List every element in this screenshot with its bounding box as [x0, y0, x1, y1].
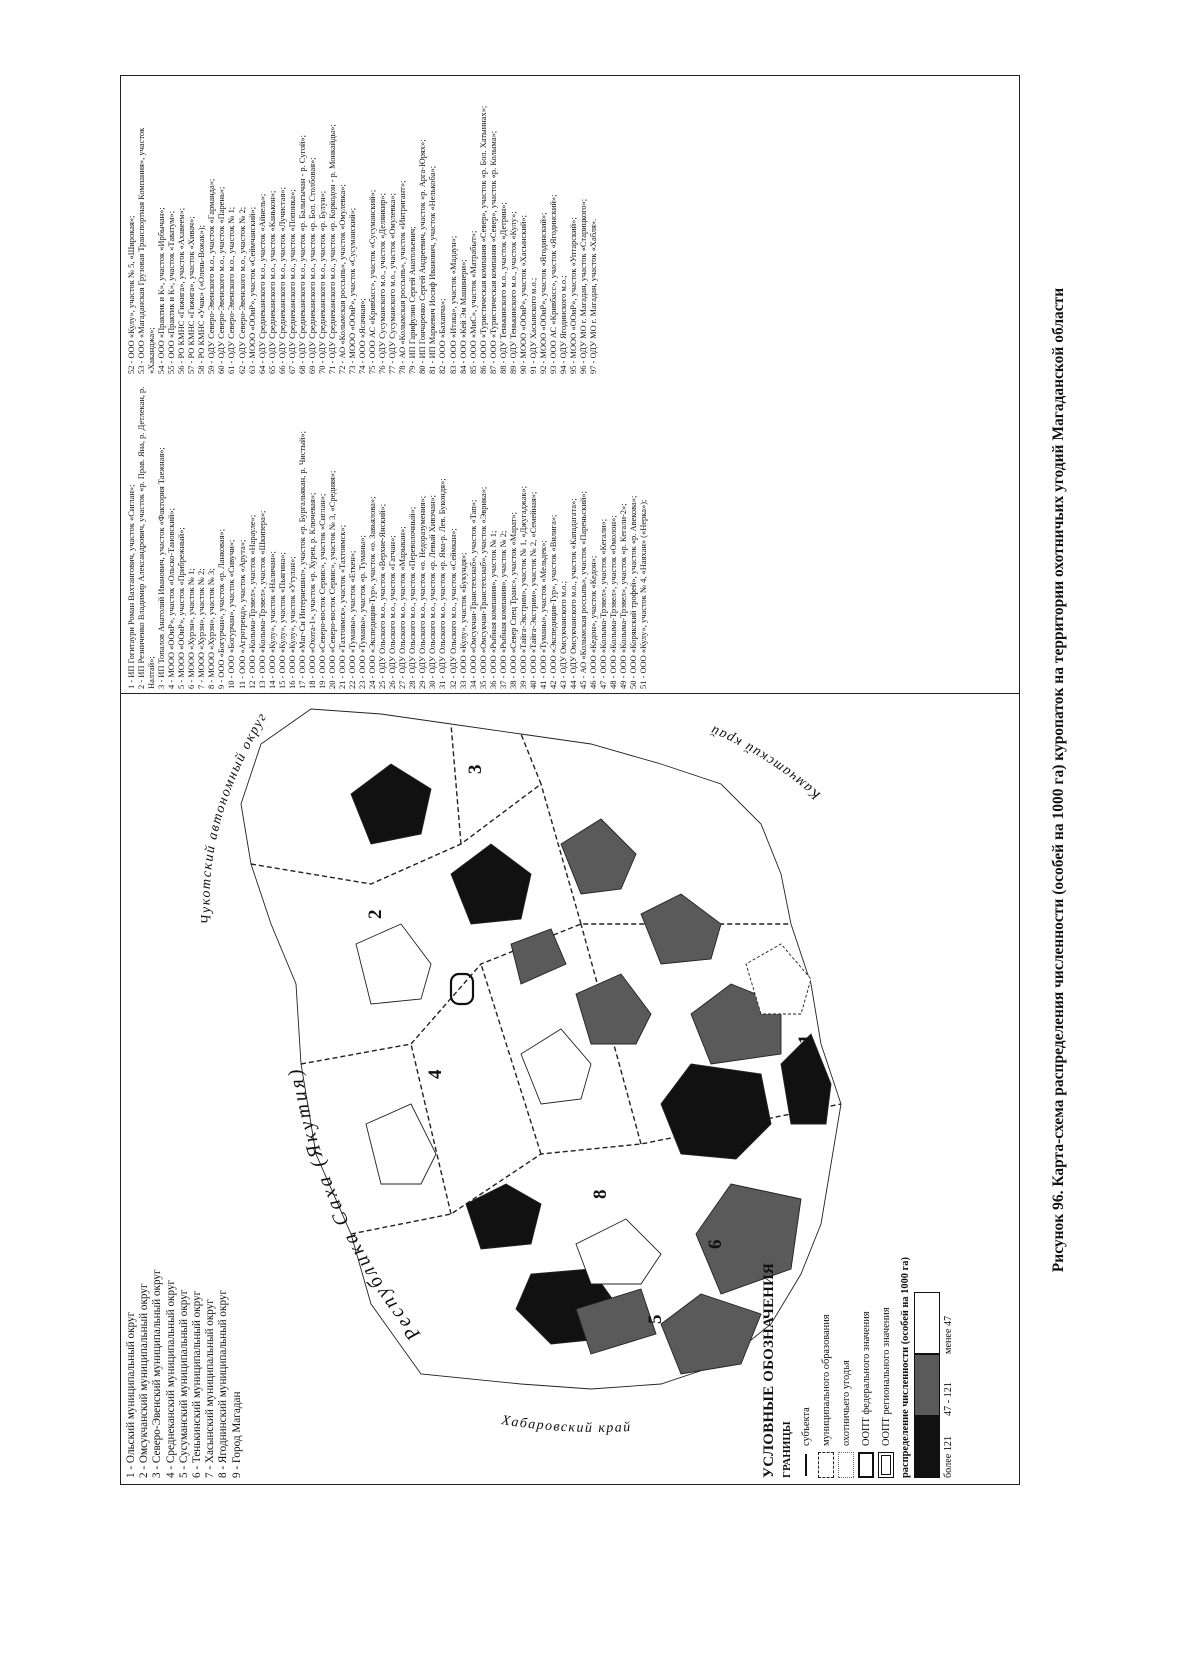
- legend-boundary-label: муниципального образования: [820, 1314, 832, 1446]
- legend-symbol-municipal: [818, 1452, 834, 1478]
- hunting-ground-item: 4 - МООО «ООиР», участок «Ольско-Тановский»;: [166, 508, 177, 689]
- legend-boundaries-title: ГРАНИЦЫ: [781, 1421, 793, 1478]
- hunting-ground-item: 43 - ОДУ Омсукчанского м.о.;: [558, 581, 569, 689]
- neighbor-region-label: Чукотский автономный округ: [198, 709, 271, 925]
- hunting-ground-item: 51 - ООО «Кулу», участок № 4, «Наяхан» («Нерка»);: [638, 499, 649, 689]
- hunting-ground-item: 42 - ООО «Экспедиция-Тур», участок «Вилига»;: [547, 514, 558, 689]
- legend-density-swatch-low: [914, 1292, 940, 1354]
- hunting-ground-item: 79 - ИП Гарифулин Сергей Анатольевич;: [407, 226, 418, 374]
- hunting-ground-item: 97 - ОДУ МО г. Магадан, участок «Хабля».: [588, 218, 599, 374]
- legend-density-title: распределение численности (особей на 1000 га): [900, 1257, 911, 1478]
- hunting-ground-item: 55 - ООО «Практик и К», участок «Таватум»;: [166, 210, 177, 374]
- column-divider: [121, 693, 1020, 694]
- hunting-ground-item: 34 - ООО «Омсукчан-Транстехснаб», участок «Тап»;: [467, 499, 478, 689]
- hunting-ground-item: 30 - ОДУ Ольского м.о., участок «р. Левый Хивэчан»;: [427, 494, 438, 689]
- hunting-ground-item: 32 - ОДУ Ольского м.о., участок «Сеймкан»;: [447, 528, 458, 689]
- hunting-ground-item: 2 - ИП Резниченко Владимир Александрович, участок «р. Прав. Яна, р. Детлекан, р. Налтай»;: [136, 386, 157, 689]
- hunting-ground-item: 3 - ИП Топалов Анатолий Иванович, участок «Фактория Таежная»;: [156, 447, 167, 689]
- hunting-grounds-list-1: [126, 379, 648, 689]
- hunting-ground-item: 84 - ООО «Кей Эм Машинери»;: [457, 259, 468, 374]
- legend-boundary-item: [796, 1098, 816, 1478]
- district-item: 6 - Тенькинский муниципальный округ: [191, 1290, 204, 1478]
- district-number: 4: [425, 1069, 446, 1079]
- hunting-ground-item: 45 - АО «Колымская россыпь», участок «Пареньский»;: [578, 491, 589, 689]
- hunting-ground-item: 82 - ООО «Бахапча»;: [437, 298, 448, 374]
- legend-boundaries: [796, 1098, 896, 1478]
- hunting-ground-item: 69 - ОДУ Среднеканского м.о., участок «р. Бол. Столбовая»;: [306, 157, 317, 374]
- hunting-ground-item: 36 - ООО «Рыбная компания», участок № 1;: [487, 530, 498, 689]
- hunting-ground-item: 1 - ИП Гогитаури Роман Вахтангович, участок «Сиглан»;: [126, 484, 136, 689]
- hunting-ground-item: 26 - ОДУ Ольского м.о., участок «Гатчан»;: [387, 535, 398, 689]
- hunting-ground-item: 59 - ОДУ Северо-Эвенского м.о., участок «Гарманда»;: [206, 178, 217, 374]
- hunting-ground-item: 90 - МООО «ООиР», участок «Хасынский»;: [517, 215, 528, 374]
- hunting-ground-item: 13 - ООО «Колыма-Трэвел», участок «Шкипера»;: [256, 510, 267, 689]
- hunting-ground-item: 80 - ИП Гончаренко Сергей Андреевич, участок «р. Арга-Юрях»;: [417, 139, 428, 374]
- hunting-ground-item: 52 - ООО «Кулу», участок № 5, «Широкая»;: [126, 215, 136, 374]
- hunting-ground-item: 5 - МООО «ООиР», участок «Прибрежный»;: [176, 527, 187, 689]
- district-item: 9 - Город Магадан: [230, 1391, 243, 1478]
- legend-boundary-label: субъекта: [800, 1407, 812, 1446]
- hunting-ground-item: 9 - ООО «Богурчан», участок «р. Ланковая»;: [216, 528, 227, 689]
- hunting-ground-item: 58 - РО КМНС «Учак» («Олень-Вожак»);: [196, 225, 207, 374]
- hunting-ground-item: 94 - ОДУ Ягодинского м.о.;: [558, 275, 569, 374]
- hunting-ground-item: 74 - ООО «Ясачная»;: [357, 298, 368, 374]
- hunting-ground-item: 8 - МООО «Хурэн», участок № 3;: [206, 568, 217, 689]
- hunting-ground-item: 7 - МООО «Хурэн», участок № 2;: [196, 568, 207, 689]
- hunting-ground-item: 73 - МООО «ООиР», участок «Сусуманский»;: [347, 207, 358, 374]
- legend-symbol-hunting: [838, 1452, 854, 1478]
- legend-density-labels: [943, 1098, 954, 1478]
- legend-density-swatch-high: [914, 1416, 940, 1478]
- hunting-ground-item: 16 - ООО «Кулу», участок «Утулан»;: [286, 556, 297, 689]
- hunting-ground-item: 40 - ООО «Тайга-Экстрим», участок № 2, «Семейная»;: [527, 491, 538, 689]
- legend-density-label: 47 - 121: [943, 1382, 954, 1416]
- hunting-ground-item: 60 - ОДУ Северо-Эвенского м.о., участок «Парень»;: [216, 186, 227, 374]
- hunting-ground-item: 67 - ОДУ Среднеканского м.о., участок «Попонка»;: [286, 189, 297, 374]
- hunting-ground-item: 31 - ОДУ Ольского м.о., участок «р. Яма-р. Лев. Букондя»;: [437, 478, 448, 689]
- hunting-ground-item: 93 - ООО АС «Кривбасс», участок «Ягодинский»;: [547, 194, 558, 374]
- hunting-ground-item: 75 - ООО АС «Кривбасс», участок «Сусуманский»;: [367, 189, 378, 374]
- legend-boundary-item: [876, 1098, 896, 1478]
- hunting-ground-item: 29 - ОДУ Ольского м.о., участок «о. Недоразумения»;: [417, 495, 428, 689]
- hunting-ground-item: 48 - ООО «Колыма-Трэвел», участок «Омолон»;: [608, 515, 619, 689]
- hunting-ground-item: 64 - ОДУ Среднеканского м.о., участок «Айнель»;: [256, 193, 267, 374]
- legend-boundary-item: [836, 1098, 856, 1478]
- district-number: 2: [365, 909, 386, 919]
- hunting-ground-item: 17 - ООО «Маг-Си Интернешнл», участок «р. Бургальякан, р. Чистый»;: [296, 431, 307, 689]
- hunting-ground-item: 56 - РО КМНС «Гижига», участок «Ахавеем»;: [176, 207, 187, 374]
- district-list: [125, 1168, 244, 1478]
- hunting-ground-item: 76 - ОДУ Сусуманского м.о., участок «Делянкир»;: [377, 193, 388, 374]
- hunting-ground-item: 21 - ООО «Тахтоямск», участок «Тахтоямск»;: [336, 524, 347, 689]
- neighbor-region-label: Камчатский край: [707, 721, 824, 803]
- hunting-ground-item: 6 - МООО «Хурэн», участок № 1;: [186, 568, 197, 689]
- hunting-ground-item: 87 - ООО «Туристическая компания «Север», участок «р. Колыма»;: [487, 130, 498, 374]
- hunting-ground-item: 22 - ООО «Туманы», участок «Еткен»;: [347, 550, 358, 689]
- hunting-ground-item: 12 - ООО «Колыма-Трэвел», участок «Нарауле»;: [246, 514, 257, 689]
- hunting-ground-item: 20 - ООО «Северо-восток Сервис», участок № 3, «Средняя»;: [326, 470, 337, 689]
- hunting-ground-item: 46 - ООО «Кедон», участок «Кедон»;: [588, 555, 599, 689]
- map-sheet: [120, 75, 1020, 1485]
- hunting-ground-item: 88 - ОДУ Тенькинского м.о., участок «Детрин»;: [497, 202, 508, 374]
- hunting-ground-item: 33 - ООО «Кулу», участок «Букундя»;: [457, 552, 468, 689]
- district-item: 1 - Ольский муниципальный округ: [125, 1311, 137, 1478]
- hunting-ground-item: 23 - ООО «Туманы», участок «р. Туманы»;: [357, 535, 368, 689]
- hunting-grounds-list-2: [126, 79, 598, 374]
- district-item: 3 - Северо-Эвенский муниципальный округ: [151, 1269, 164, 1478]
- legend-density-swatch-mid: [914, 1354, 940, 1416]
- legend-boundary-item: [816, 1098, 836, 1478]
- hunting-ground-item: 86 - ООО «Туристическая компания «Север», участок «р. Бол. Хатыннах»;: [477, 105, 488, 374]
- district-item: 4 - Среднеканский муниципальный округ: [164, 1279, 177, 1478]
- hunting-ground-item: 38 - ООО «Север Спец Транс», участок «Марат»;: [507, 512, 518, 689]
- legend-density-swatches: [914, 1098, 940, 1478]
- hunting-ground-item: 41 - ООО «Туманы», участок «Мельдек»;: [537, 540, 548, 689]
- hunting-ground-item: 10 - ООО «Богурчан», участок «Сивучи»;: [226, 539, 237, 689]
- hunting-ground-item: 62 - ОДУ Северо-Эвенского м.о., участок № 2;: [236, 206, 247, 374]
- figure-caption: Рисунок 96. Карта-схема распределения численности (особей на 1000 га) куропаток на территории охотничьих угодий Магаданской области: [1050, 287, 1067, 1273]
- hunting-ground-item: 65 - ОДУ Среднеканского м.о., участок «Канькон»;: [266, 190, 277, 374]
- hunting-ground-item: 18 - ООО «Охота-1», участок «р. Хурен, р. Ключевая»;: [306, 492, 317, 689]
- hunting-ground-item: 28 - ОДУ Ольского м.о., участок «Переволочный»;: [407, 506, 418, 689]
- hunting-ground-item: 68 - ОДУ Среднеканского м.о., участок «р. Балыгычан - р. Сугой»;: [296, 135, 307, 374]
- neighbor-region-label: Республика Саха (Якутия): [283, 1064, 425, 1345]
- legend-boundary-item: [856, 1098, 876, 1478]
- hunting-ground-item: 77 - ОДУ Сусуманского м.о., участок «Омулевка»;: [387, 193, 398, 374]
- district-number: 7: [705, 1089, 726, 1099]
- hunting-ground-item: 53 - ООО «Магаданская Грузовая Транспортная Компания», участок «Хаканджа»;: [136, 127, 157, 374]
- hunting-ground-item: 78 - АО «Колымская россыпь», участок «Интригант»;: [397, 180, 408, 374]
- district-number: 8: [590, 1189, 611, 1199]
- legend-symbol-subject: [798, 1452, 814, 1478]
- district-item: 5 - Сусуманский муниципальный округ: [177, 1289, 190, 1478]
- hunting-ground-item: 71 - ОДУ Среднеканского м.о., участок «р. Коркодон - р. Монкайды»;: [326, 124, 337, 374]
- district-item: 2 - Омсукчанский муниципальный округ: [138, 1283, 151, 1478]
- district-item: 8 - Ягоднинский муниципальный округ: [217, 1289, 230, 1478]
- hunting-ground-item: 70 - ОДУ Среднеканского м.о., участок «р. Булун»;: [316, 190, 327, 374]
- hunting-ground-item: 50 - ООО «Корякский трофей», участок «р. Авекова»;: [628, 495, 639, 689]
- hunting-ground-item: 39 - ООО «Тайга-Экстрим», участок № 1, «Джугаджак»;: [517, 485, 528, 689]
- hunting-ground-item: 15 - ООО «Кулу», участок «Пьягина»;: [276, 552, 287, 689]
- hunting-ground-item: 54 - ООО «Практик и К», участок «Ирбычан»;: [156, 207, 167, 374]
- hunting-ground-item: 19 - ООО «Северо-восток Сервис», участок «Сиглан»;: [316, 493, 327, 689]
- legend-density-label: менее 47: [943, 1315, 954, 1354]
- hunting-ground-item: 95 - МООО «ООиР», участок «Уптарский»;: [568, 217, 579, 374]
- hunting-ground-item: 37 - ООО «Рыбная компания», участок № 2;: [497, 530, 508, 689]
- hunting-ground-item: 85 - ООО «МиС», участок «Матрабыт»;: [467, 230, 478, 374]
- hunting-ground-item: 92 - МООО «ООиР», участок «Ягодинский»;: [537, 212, 548, 374]
- legend-symbol-oopt-reg: [878, 1452, 894, 1478]
- hunting-ground-item: 24 - ООО «Экспедиция-Тур», участок «о. Завьялова»;: [367, 496, 378, 689]
- neighbor-region-label: Хабаровский край: [500, 1413, 633, 1437]
- hunting-ground-item: 35 - ООО «Омсукчан-Транстехснаб», участок «Эврика»;: [477, 486, 488, 689]
- hunting-ground-item: 72 - АО «Колымская россыпь», участок «Омулевка»;: [336, 184, 347, 374]
- hunting-ground-item: 44 - ОДУ Омсукчанского м.о., участок «Кападагата»;: [568, 498, 579, 689]
- hunting-ground-item: 47 - ООО «Колыма-Трэвел», участок «Кегали»;: [598, 518, 609, 689]
- hunting-ground-item: 96 - ОДУ МО г. Магадан, участок «Старицкого»;: [578, 198, 589, 374]
- district-number: 5: [645, 1314, 666, 1324]
- hunting-ground-item: 25 - ОДУ Ольского м.о., участок «Верхне-Янский»;: [377, 503, 388, 689]
- hunting-ground-item: 83 - ООО «Итака», участок «Мадаун»;: [447, 235, 458, 374]
- hunting-ground-item: 81 - ИП Маркевич Иосиф Иванович, участок «Нелькоба»;: [427, 165, 438, 374]
- hunting-ground-item: 63 - МООО «ООиР», участок «Сеймчанский»;: [246, 206, 257, 374]
- legend-boundary-label: ООПТ федерального значения: [860, 1311, 872, 1446]
- hunting-ground-item: 66 - ОДУ Среднеканского м.о., участок «Лучистая»;: [276, 187, 287, 374]
- hunting-ground-item: 57 - РО КМНС «Гижига», участок «Хивач»;: [186, 216, 197, 374]
- hunting-ground-item: 61 - ОДУ Северо-Эвенского м.о., участок № 1;: [226, 206, 237, 374]
- hunting-ground-item: 14 - ООО «Кулу», участок «Наличан»;: [266, 551, 277, 689]
- hunting-ground-item: 11 - ООО «Агротренд», участок «Арута»;: [236, 539, 247, 689]
- hunting-ground-item: 91 - ОДУ Хасынского м.о.;: [527, 277, 538, 374]
- legend-title: УСЛОВНЫЕ ОБОЗНАЧЕНИЯ: [761, 1263, 777, 1478]
- legend: [761, 1098, 1016, 1478]
- legend-symbol-oopt-fed: [858, 1452, 874, 1478]
- hunting-ground-item: 89 - ОДУ Тенькинского м.о., участок «Кулу»;: [507, 211, 518, 374]
- hunting-ground-item: 27 - ОДУ Ольского м.о., участок «Марыкан»;: [397, 526, 408, 689]
- legend-boundary-label: охотничьего угодья: [840, 1360, 852, 1446]
- district-number: 6: [705, 1239, 726, 1249]
- legend-boundary-label: ООПТ регионального значения: [880, 1307, 892, 1446]
- legend-density-label: более 121: [943, 1435, 954, 1478]
- district-number: 3: [465, 764, 486, 774]
- district-number: 1: [795, 1034, 816, 1044]
- district-item: 7 - Хасынский муниципальный округ: [204, 1299, 217, 1478]
- hunting-ground-item: 49 - ООО «Колыма-Трэвел», участок «р. Кегали-2»;: [618, 503, 629, 689]
